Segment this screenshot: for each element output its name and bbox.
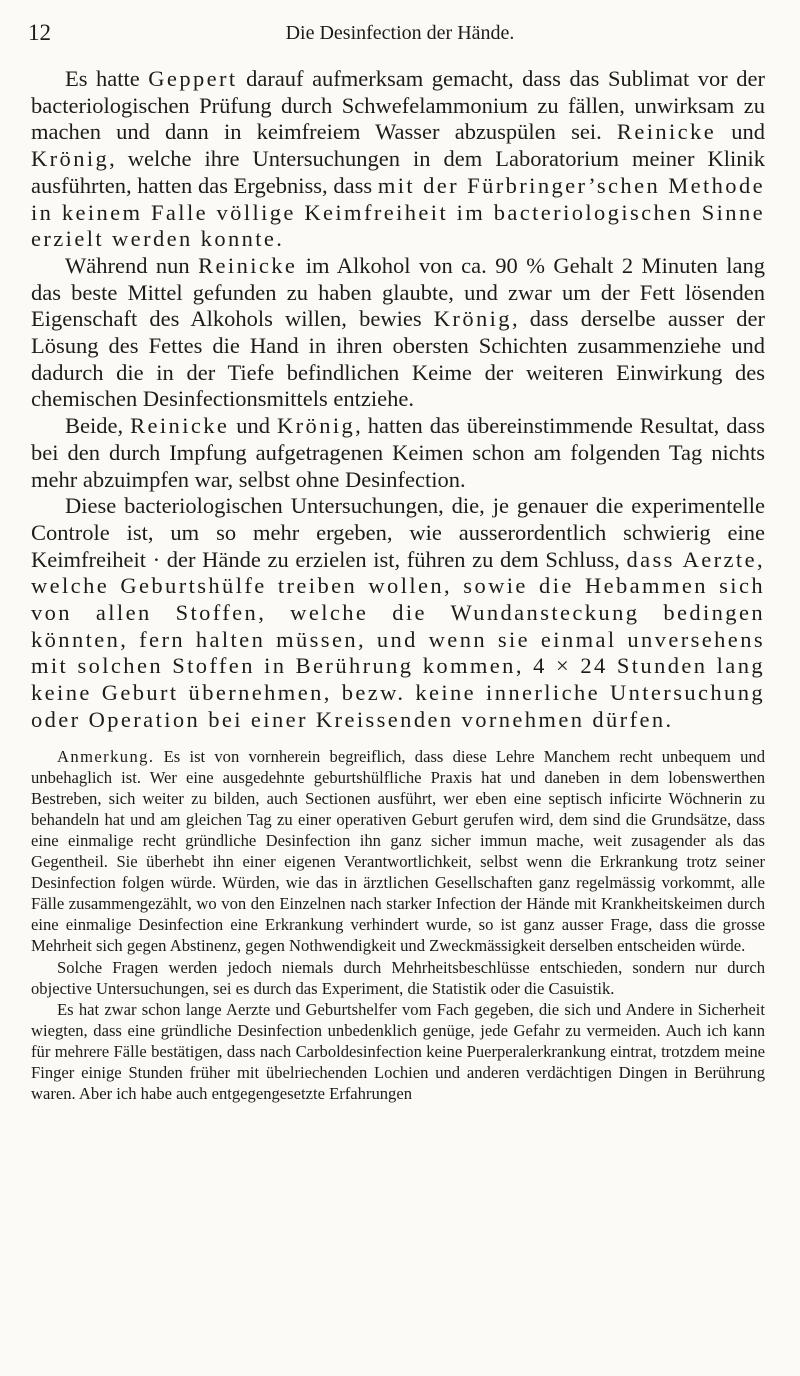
text: Diese bacteriologischen Untersuchungen, die, je genauer die experimentelle Controle ist, um so mehr ergeben, wie ausserordentlich schwierig eine Keimfreiheit · der Hände zu erzielen ist, führen zu dem Schluss, [31, 493, 765, 572]
footnote-paragraph-3: Es hat zwar schon lange Aerzte und Geburtshelfer vom Fach gegeben, die sich und Andere in Sicherheit wiegten, dass eine gründliche Desinfection unbedenklich genüge, jede Gefahr zu vermeiden. Auch ich kann für mehrere Fälle bestätigen, dass nach Carboldesinfection keine Puerperalerkrankung eintrat, trotzdem meine Finger einige Stunden früher mit übelriechenden Lochien und anderen verdächtigen Dingen in Berührung waren. Aber ich habe auch entgegengesetzte Erfahrungen [31, 999, 765, 1104]
text: , welche ihre Untersuchungen in dem Laboratorium meiner Klinik ausführten, hatten das Ergebniss, dass [31, 146, 765, 198]
footnote-label: Anmerkung. [57, 746, 155, 766]
running-title: Die Desinfection der Hände. [285, 22, 515, 44]
footnote-paragraph-2: Solche Fragen werden jedoch niemals durch Mehrheitsbeschlüsse entschieden, sondern nur durch objective Untersuchungen, sei es durch das Experiment, die Statistik oder die Casuistik. [31, 957, 765, 998]
paragraph-2 [31, 253, 765, 413]
text: , dass derselbe ausser der Lösung des Fettes die Hand in ihren obersten Schichten zusammenziehe und dadurch die in der Tiefe befindlichen Keime der weiteren Einwirkung des chemischen Desinfectionsmittels entziehe. [31, 306, 765, 412]
author-name: Reinicke [198, 252, 298, 278]
paragraph-4 [31, 493, 765, 733]
footnote-paragraph-1 [31, 746, 765, 957]
author-name: Geppert [148, 66, 238, 91]
footnote [31, 746, 765, 1105]
page-header [28, 20, 772, 50]
paragraph-3 [31, 413, 765, 493]
page-number: 12 [28, 20, 51, 45]
author-name: Reinicke [130, 413, 230, 439]
author-name: Krönig [277, 413, 356, 439]
text: darauf aufmerksam gemacht, dass das Sublimat vor der bacteriologischen Prüfung durch Schwefelammonium zu fällen, unwirksam zu machen und dann in keimfreiem Wasser abzuspülen sei. [31, 66, 765, 145]
main-text [31, 66, 765, 734]
text: Während nun [65, 252, 199, 278]
paragraph-1 [31, 66, 765, 253]
text: im Alkohol von ca. 90 % Gehalt 2 Minuten lang das beste Mittel gefunden zu haben glaubte, und zwar um der Fett lösenden Eigenschaft des Alkohols willen, bewies [31, 252, 766, 332]
author-name: Krönig [31, 146, 110, 172]
text: , hatten das übereinstimmende Resultat, dass bei den durch Impfung aufgetragenen Keimen schon am folgenden Tag nichts mehr abzuimpfen war, selbst ohne Desinfection. [31, 413, 765, 492]
text: Es ist von vornherein begreiflich, dass diese Lehre Manchem recht unbequem und unbehaglich ist. Wer eine ausgedehnte geburtshülfliche Praxis hat und daneben in dem lobenswerthen Bestreben, sich weiter zu bilden, auch Sectionen ausführt, wer eben eine septisch inficirte Wöchnerin zu behandeln hat und am gleichen Tag zu einer operativen Geburt gerufen wird, dem sind die Grundsätze, dass eine einmalige recht gründliche Desinfection ihn ganz sicher immun mache, weit zusagender als das Gegentheil. Sie überhebt ihn einer eigenen Verantwortlichkeit, selbst wenn die Erkrankung trotz seiner Desinfection folgen würde. Würden, wie das in ärztlichen Gesellschaften ganz regelmässig vorkommt, alle Fälle zusammengezählt, wo von den Einzelnen nach starker Infection der Hände mit Krankheitskeimen durch eine einmalige Desinfection eine Erkrankung verhindert wurde, so ist ganz ausser Frage, dass die grosse Mehrheit sich gegen Abstinenz, gegen Nothwendigkeit und Zweckmässigkeit derselben entscheiden würde. [31, 746, 765, 956]
text: und [716, 119, 766, 145]
emphasized-text: mit der Fürbringer’schen Methode in keinem Falle völlige Keimfreiheit im bacteriologischen Sinne erzielt werden konnte. [31, 172, 765, 252]
body-text [31, 66, 765, 1104]
author-name: Reinicke [616, 119, 717, 145]
text: Es hatte [65, 66, 149, 91]
author-name: Krönig [433, 306, 512, 332]
emphasized-text: dass Aerzte, welche Geburtshülfe treiben wollen, sowie die Hebammen sich von allen Stoffen, welche die Wundansteckung bedingen könnten, fern halten müssen, und wenn sie einmal unversehens mit solchen Stoffen in Berührung kommen, 4 × 24 Stunden lang keine Geburt übernehmen, bezw. keine innerliche Untersuchung oder Operation bei einer Kreissenden vornehmen dürfen. [31, 546, 765, 732]
text: und [229, 413, 277, 439]
text: Beide, [65, 413, 131, 439]
